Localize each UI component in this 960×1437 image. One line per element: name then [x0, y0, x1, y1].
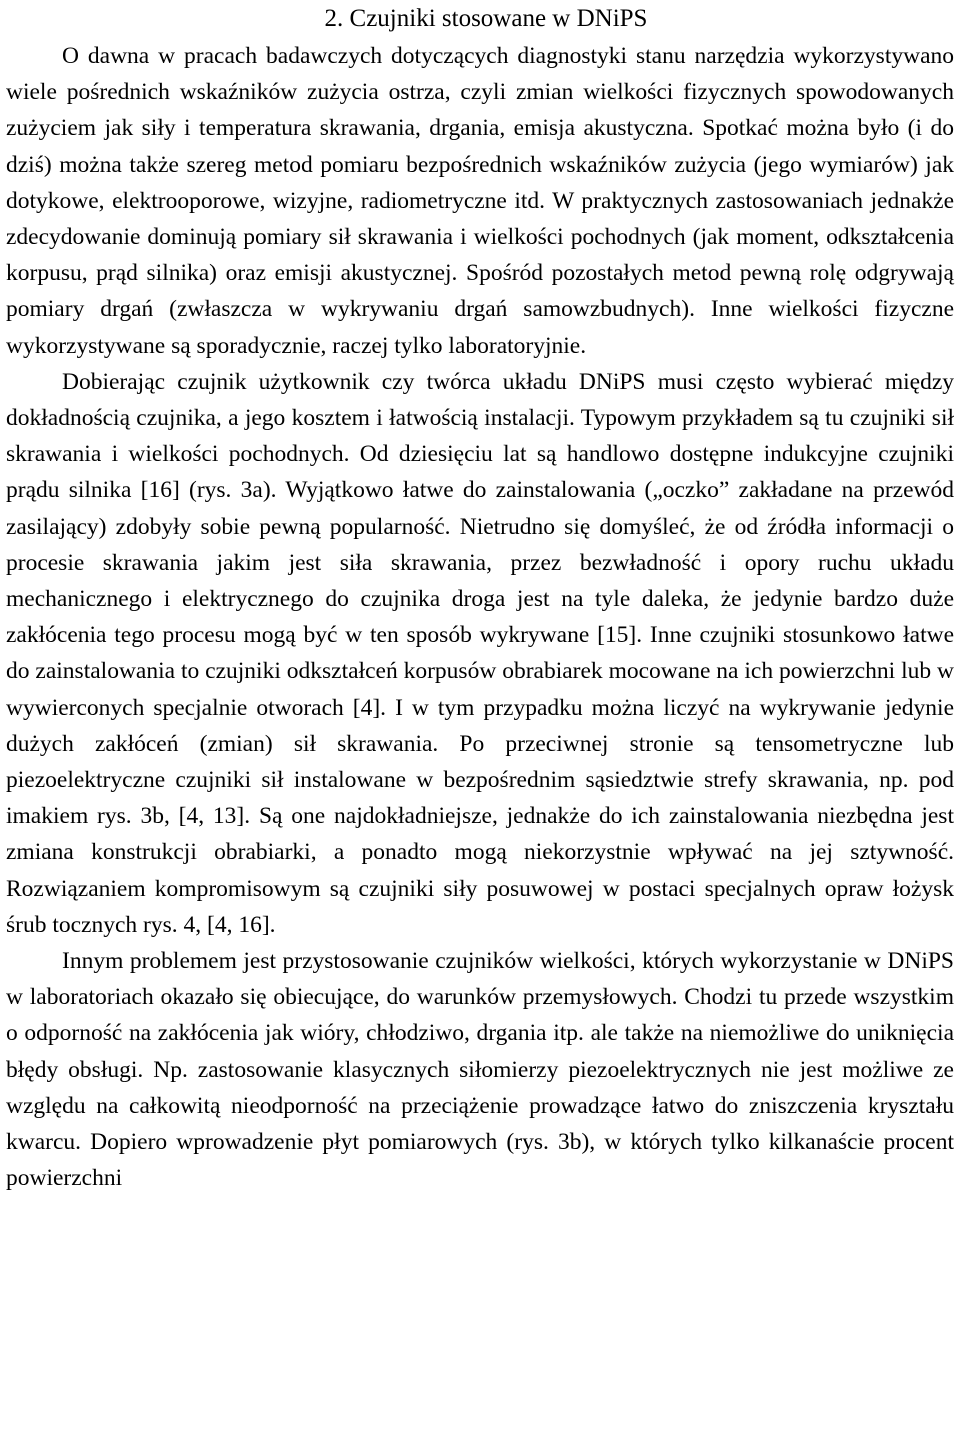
- section-heading: 2. Czujniki stosowane w DNiPS: [324, 5, 648, 32]
- paragraph-2: Dobierając czujnik użytkownik czy twórca układu DNiPS musi często wybierać między dokładnością czujnika, a jego kosztem i łatwością instalacji. Typowym przykładem są tu czujniki sił skrawania i wielkości pochodnych. Od dziesięciu lat są handlowo dostępne indukcyjne czujniki prądu silnika [16] (rys. 3a). Wyjątkowo łatwe do zainstalowania („oczko” zakładane na przewód zasilający) zdobyły sobie pewną popularność. Nietrudno się domyśleć, że od źródła informacji o procesie skrawania jakim jest siła skrawania, przez bezwładność i opory ruchu układu mechanicznego i elektrycznego do czujnika droga jest na tyle daleka, że jedynie bardzo duże zakłócenia tego procesu mogą być w ten sposób wykrywane [15]. Inne czujniki stosunkowo łatwe do zainstalowania to czujniki odkształceń korpusów obrabiarek mocowane na ich powierzchni lub w wywierconych specjalnie otworach [4]. I w tym przypadku można liczyć na wykrywanie jedynie dużych zakłóceń (zmian) sił skrawania. Po przeciwnej stronie są tensometryczne lub piezoelektryczne czujniki sił instalowane w bezpośrednim sąsiedztwie strefy skrawania, np. pod imakiem rys. 3b, [4, 13]. Są one najdokładniejsze, jednakże do ich zainstalowania niezbędna jest zmiana konstrukcji obrabiarki, a ponadto mogą niekorzystnie wpływać na jej sztywność. Rozwiązaniem kompromisowym są czujniki siły posuwowej w postaci specjalnych opraw łożysk śrub tocznych rys. 4, [4, 16].: [6, 368, 954, 938]
- document-page: [6, 0, 954, 1197]
- paragraph-1: O dawna w pracach badawczych dotyczących diagnostyki stanu narzędzia wykorzystywano wiele pośrednich wskaźników zużycia ostrza, czyli zmian wielkości fizycznych spowodowanych zużyciem jak siły i temperatura skrawania, drgania, emisja akustyczna. Spotkać można było (i do dziś) można także szereg metod pomiaru bezpośrednich wskaźników zużycia (jego wymiarów) jak dotykowe, elektrooporowe, wizyjne, radiometryczne itd. W praktycznych zastosowaniach jednakże zdecydowanie dominują pomiary sił skrawania i wielkości pochodnych (jak moment, odkształcenia korpusu, prąd silnika) oraz emisji akustycznej. Spośród pozostałych metod pewną rolę odgrywają pomiary drgań (zwłaszcza w wykrywaniu drgań samowzbudnych). Inne wielkości fizyczne wykorzystywane są sporadycznie, raczej tylko laboratoryjnie.: [6, 43, 954, 359]
- paragraph-3: Innym problemem jest przystosowanie czujników wielkości, których wykorzystanie w DNiPS w laboratoriach okazało się obiecujące, do warunków przemysłowych. Chodzi tu przede wszystkim o odporność na zakłócenia jak wióry, chłodziwo, drgania itp. ale także na niemożliwe do uniknięcia błędy obsługi. Np. zastosowanie klasycznych siłomierzy piezoelektrycznych nie jest możliwe ze względu na całkowitą nieodporność na przeciążenie prowadzące łatwo do zniszczenia kryształu kwarcu. Dopiero wprowadzenie płyt pomiarowych (rys. 3b), w których tylko kilkanaście procent powierzchni: [6, 948, 954, 1192]
